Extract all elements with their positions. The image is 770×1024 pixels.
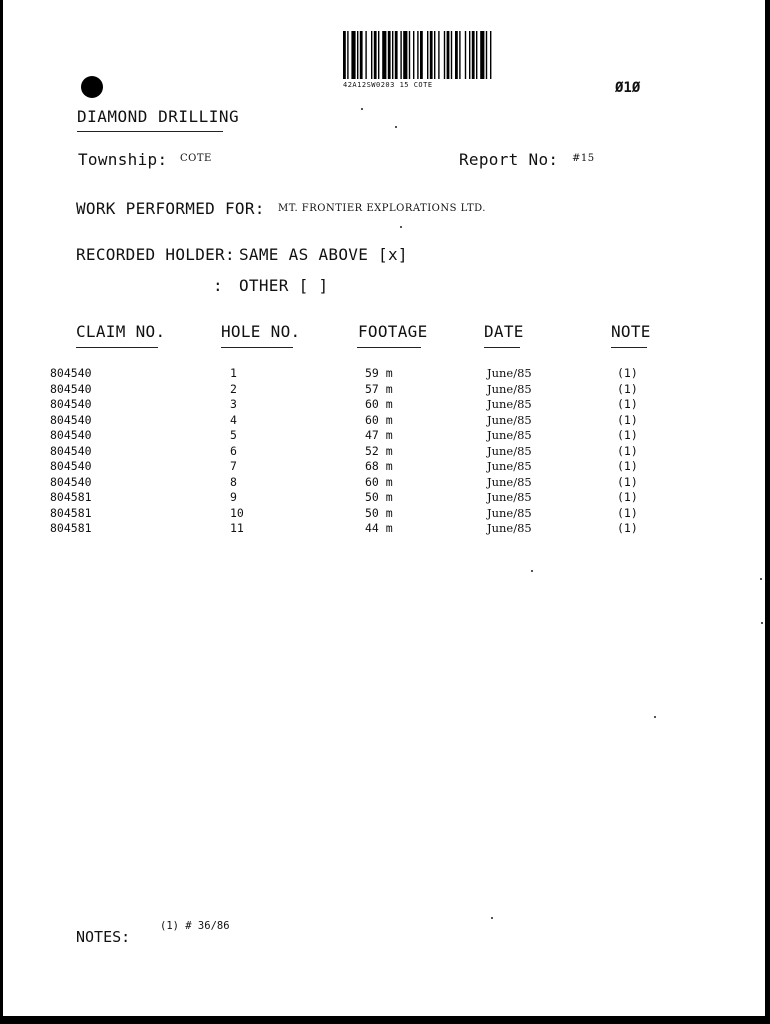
scan-speck [761, 622, 763, 624]
date-cell: June/85 [487, 459, 532, 473]
barcode-bar [357, 31, 358, 79]
barcode-bar [351, 31, 355, 79]
notes-value: (1) # 36/86 [160, 920, 230, 932]
date-cell: June/85 [487, 397, 532, 411]
header-hole-no: HOLE NO. [221, 322, 301, 341]
page-number: Ø1Ø [615, 80, 641, 96]
note-cell: (1) [617, 397, 638, 411]
other-holder-option: OTHER [ ] [239, 276, 329, 295]
header-hole-no-rule [221, 347, 293, 348]
hole-no-cell: 2 [230, 381, 237, 396]
header-date-rule [484, 347, 520, 348]
barcode-bar [400, 31, 401, 79]
hole-no-cell: 4 [230, 412, 237, 427]
work-performed-value: MT. FRONTIER EXPLORATIONS LTD. [278, 203, 486, 214]
footage-cell: 50 m [365, 490, 393, 504]
claim-no-cell: 804581 [50, 521, 92, 535]
note-cell: (1) [617, 474, 638, 489]
barcode-bar [455, 31, 458, 79]
work-performed-label: WORK PERFORMED FOR: [76, 199, 265, 218]
barcode-graphic [343, 31, 561, 79]
barcode-bar [459, 31, 460, 79]
footage-cell: 60 m [365, 474, 393, 489]
note-cell: (1) [617, 521, 638, 535]
scan-speck [395, 126, 397, 128]
header-claim-no: CLAIM NO. [76, 322, 166, 341]
barcode-bar [371, 31, 372, 79]
barcode-bar [343, 31, 346, 79]
claim-no-cell: 804540 [50, 412, 92, 427]
note-cell: (1) [617, 459, 638, 473]
title-underline [77, 131, 223, 132]
claim-no-cell: 804540 [50, 459, 92, 473]
hole-no-cell: 11 [230, 521, 244, 535]
barcode-bar [413, 31, 414, 79]
barcode-bar [444, 31, 445, 79]
header-footage: FOOTAGE [358, 322, 428, 341]
recorded-holder-value: SAME AS ABOVE [x] [239, 245, 408, 264]
barcode-bar [490, 31, 491, 79]
footage-cell: 44 m [365, 521, 393, 535]
note-cell: (1) [617, 443, 638, 458]
other-colon: : [213, 276, 223, 295]
barcode-bar [382, 31, 386, 79]
barcode-bar [469, 31, 470, 79]
barcode-bar [409, 31, 410, 79]
barcode-bar [347, 31, 348, 79]
barcode-caption: 42A12SW0203 15 COTE [343, 81, 433, 89]
recorded-holder-label: RECORDED HOLDER: [76, 245, 235, 264]
header-note: NOTE [611, 322, 651, 341]
report-number-label: Report No: [459, 150, 559, 169]
barcode-bar [480, 31, 484, 79]
note-cell: (1) [617, 490, 638, 504]
header-note-rule [611, 347, 647, 348]
footage-cell: 60 m [365, 412, 393, 427]
footage-cell: 68 m [365, 459, 393, 473]
hole-no-cell: 5 [230, 428, 237, 442]
barcode-bar [417, 31, 418, 79]
header-footage-rule [357, 347, 421, 348]
claim-no-cell: 804540 [50, 381, 92, 396]
hole-no-cell: 10 [230, 505, 244, 520]
footage-cell: 59 m [365, 366, 393, 380]
scan-speck [400, 226, 402, 228]
scan-speck [760, 578, 762, 580]
footage-cell: 47 m [365, 428, 393, 442]
notes-label: NOTES: [76, 928, 131, 946]
hole-no-cell: 7 [230, 459, 237, 473]
barcode-bar [388, 31, 391, 79]
claim-no-cell: 804540 [50, 397, 92, 411]
date-cell: June/85 [487, 428, 532, 442]
note-cell: (1) [617, 428, 638, 442]
scan-speck [491, 917, 493, 919]
township-value: COTE [180, 153, 212, 164]
report-number-value: #15 [572, 153, 595, 164]
barcode-bar [476, 31, 477, 79]
note-cell: (1) [617, 412, 638, 427]
footage-cell: 50 m [365, 505, 393, 520]
document-title: DIAMOND DRILLING [77, 107, 240, 126]
date-cell: June/85 [487, 412, 532, 427]
barcode-bar [447, 31, 450, 79]
barcode-bar [486, 31, 487, 79]
barcode-bar [378, 31, 379, 79]
date-cell: June/85 [487, 505, 532, 520]
scan-speck [654, 716, 656, 718]
date-cell: June/85 [487, 521, 532, 535]
barcode-bar [365, 31, 366, 79]
hole-no-cell: 8 [230, 474, 237, 489]
barcode-bar [403, 31, 407, 79]
claim-no-cell: 804540 [50, 474, 92, 489]
scan-speck [361, 108, 363, 110]
claim-no-cell: 804581 [50, 505, 92, 520]
claim-no-cell: 804540 [50, 366, 92, 380]
hole-no-cell: 9 [230, 490, 237, 504]
date-cell: June/85 [487, 381, 532, 396]
barcode-bar [430, 31, 433, 79]
hole-no-cell: 6 [230, 443, 237, 458]
barcode-bar [472, 31, 475, 79]
barcode-bar [392, 31, 393, 79]
note-cell: (1) [617, 366, 638, 380]
barcode-bar [360, 31, 363, 79]
date-cell: June/85 [487, 490, 532, 504]
hole-punch-mark [81, 76, 103, 98]
barcode-bar [438, 31, 439, 79]
barcode-bar [420, 31, 423, 79]
barcode-bar [395, 31, 398, 79]
header-claim-no-rule [76, 347, 158, 348]
barcode-bar [427, 31, 428, 79]
date-cell: June/85 [487, 443, 532, 458]
hole-no-cell: 1 [230, 366, 237, 380]
hole-no-cell: 3 [230, 397, 237, 411]
note-cell: (1) [617, 505, 638, 520]
footage-cell: 52 m [365, 443, 393, 458]
claim-no-cell: 804540 [50, 428, 92, 442]
scan-speck [531, 570, 533, 572]
barcode-bar [451, 31, 452, 79]
barcode-bar [374, 31, 377, 79]
footage-cell: 57 m [365, 381, 393, 396]
barcode-bar [434, 31, 435, 79]
note-cell: (1) [617, 381, 638, 396]
township-label: Township: [78, 150, 168, 169]
footage-cell: 60 m [365, 397, 393, 411]
header-date: DATE [484, 322, 524, 341]
date-cell: June/85 [487, 366, 532, 380]
barcode-bar [465, 31, 466, 79]
date-cell: June/85 [487, 474, 532, 489]
claim-no-cell: 804540 [50, 443, 92, 458]
claim-no-cell: 804581 [50, 490, 92, 504]
